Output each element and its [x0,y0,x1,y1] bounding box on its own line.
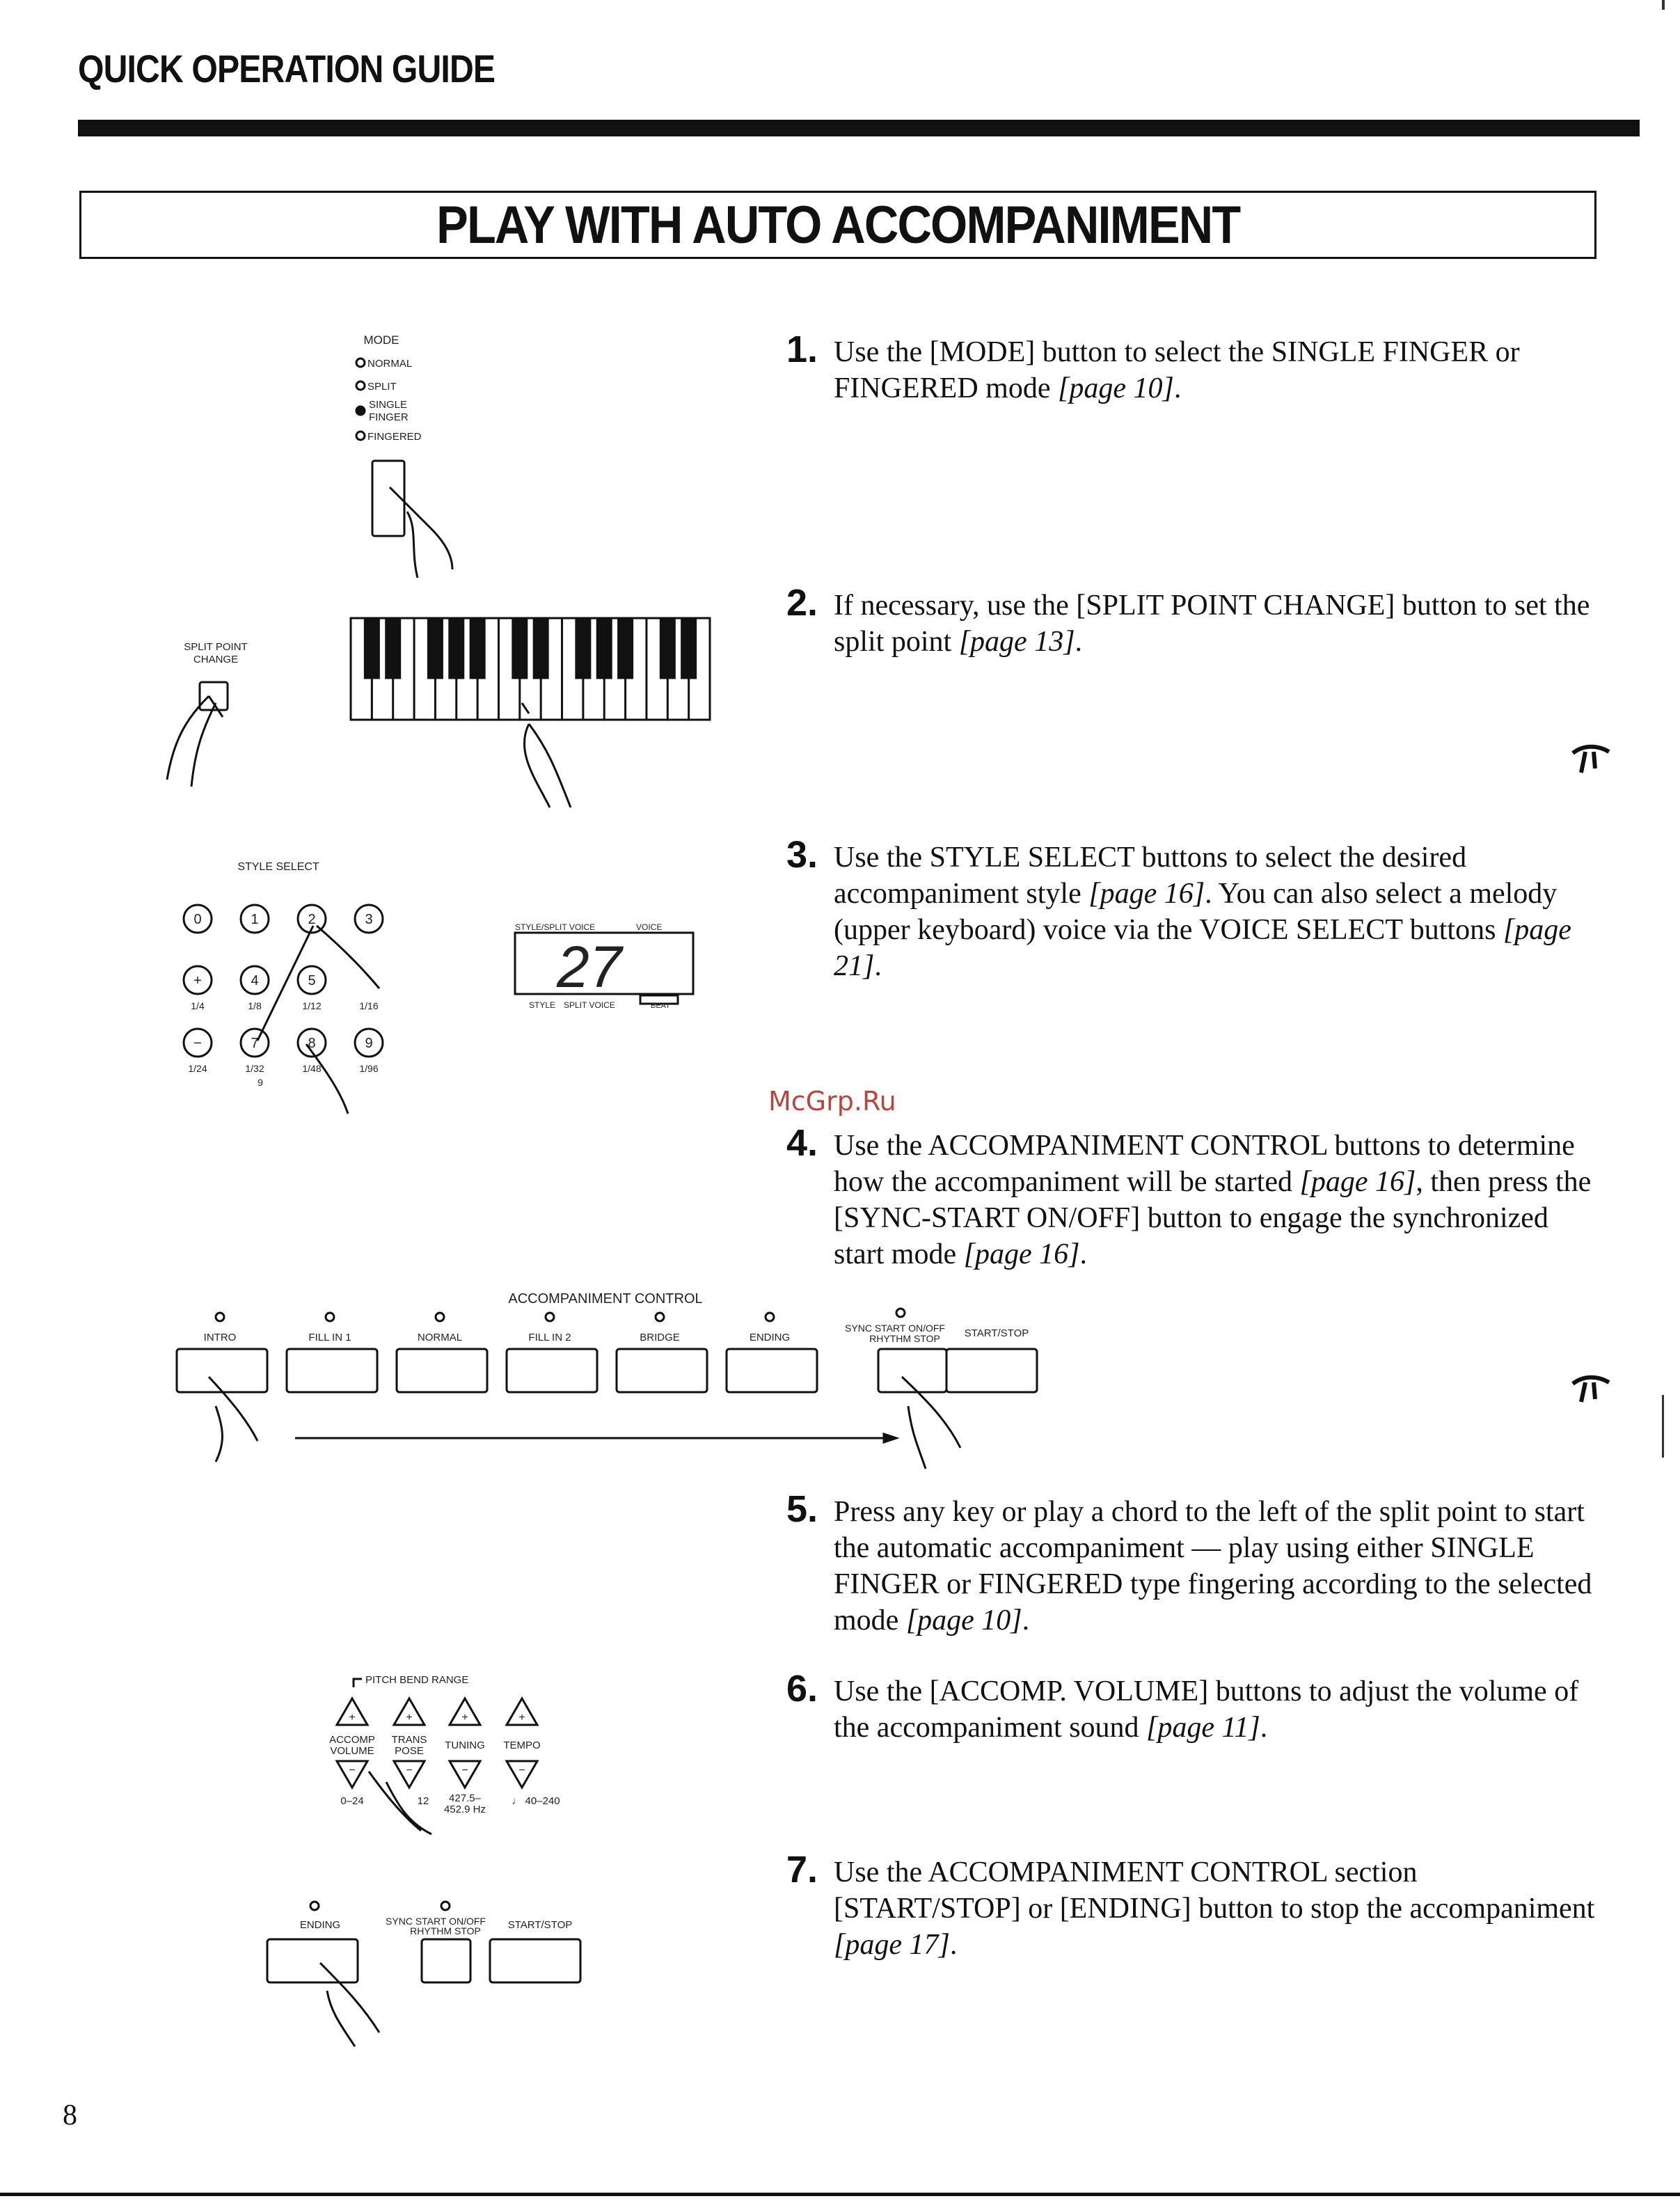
step-5: 5. Press any key or play a chord to the left of the split point to start the automatic accompaniment — play using either SINGLE FINGER or FINGERED type fingering according to the selected mode [page 10]. [786,1488,1592,1636]
black-key [386,618,400,678]
sync-start-button-2[interactable] [422,1939,470,1982]
minus-icon: − [349,1765,356,1776]
style-sub-label: 1/16 [359,1000,379,1011]
accomp-button-label: NORMAL [417,1332,463,1343]
style-sub-label: 1/8 [248,1000,262,1011]
guide-title: QUICK OPERATION GUIDE [78,47,496,90]
style-button-label: 2 [308,912,316,927]
accompaniment-control-panel [177,1291,1037,1469]
pointer-icon [1573,1378,1609,1402]
minus-icon: − [406,1765,413,1776]
hand-icon [902,1377,960,1469]
stop-panel [267,1902,580,2046]
style-sub-label: 1/96 [359,1063,379,1074]
led-indicator [326,1313,334,1321]
svg-text:RHYTHM STOP: RHYTHM STOP [869,1333,940,1344]
black-key [470,618,484,678]
style-button-label: 5 [308,973,316,988]
black-key [597,618,611,678]
style-button-label: 7 [251,1036,259,1051]
volume-panel [329,1674,560,1834]
svg-text:START/STOP: START/STOP [964,1327,1029,1339]
accomp-button-label: ENDING [749,1332,791,1343]
svg-text:0–24: 0–24 [340,1795,364,1807]
svg-text:ACCOMP: ACCOMP [329,1734,375,1746]
accomp-button-label: FILL IN 2 [528,1332,571,1343]
svg-text:TEMPO: TEMPO [503,1740,541,1751]
black-key [450,618,463,678]
svg-text:SPLIT POINT: SPLIT POINT [184,641,248,653]
edge-mark [1662,0,1665,10]
svg-text:MODE: MODE [363,333,399,347]
svg-text:CHANGE: CHANGE [193,654,239,665]
style-sub-label: 1/24 [188,1063,207,1074]
style-sub-label: 1/48 [302,1063,322,1074]
black-key [365,618,379,678]
plus-icon: + [349,1712,356,1723]
black-key [682,618,696,678]
led-indicator [436,1313,444,1321]
white-keys [372,618,688,720]
mode-panel [356,333,452,578]
svg-text:STYLE/SPLIT VOICE: STYLE/SPLIT VOICE [515,922,596,932]
section-title: PLAY WITH AUTO ACCOMPANIMENT [436,195,1240,255]
led-indicator [656,1313,664,1321]
style-button-label: 9 [365,1036,373,1051]
plus-icon: + [518,1712,525,1723]
plus-icon: + [406,1712,413,1723]
style-button-label: 4 [251,973,259,988]
hand-icon [209,1377,257,1462]
style-button-label: 8 [308,1036,316,1051]
led-indicator [216,1313,224,1321]
svg-text:STYLE: STYLE [529,1000,556,1010]
step-1: 1. Use the [MODE] button to select the SINGLE FINGER or FINGERED mode [page 10]. [786,329,1520,404]
accomp-button[interactable] [397,1349,487,1392]
style-button-label: + [193,973,202,988]
accomp-button-label: FILL IN 1 [308,1332,351,1343]
black-key [576,618,590,678]
hand-icon [320,1963,379,2046]
black-key [513,618,527,678]
svg-text:STYLE SELECT: STYLE SELECT [237,861,319,873]
accomp-button[interactable] [287,1349,377,1392]
svg-text:BEAT: BEAT [651,1002,670,1010]
svg-text:PITCH BEND RANGE: PITCH BEND RANGE [365,1674,469,1686]
style-sub-label: 9 [257,1077,263,1088]
black-key [534,618,548,678]
svg-text:ACCOMPANIMENT CONTROL: ACCOMPANIMENT CONTROL [508,1291,703,1307]
split-point-panel [167,641,248,787]
svg-text:SPLIT VOICE: SPLIT VOICE [564,1000,615,1010]
accomp-button[interactable] [727,1349,817,1392]
step-4: 4. Use the ACCOMPANIMENT CONTROL buttons to determine how the accompaniment will be started [page 16], then press the [SYNC-START ON/OFF] button to engage the synchronized start mode [page 16]. [786,1122,1592,1270]
edge-mark [1662,1395,1664,1458]
svg-text:FINGERED: FINGERED [367,431,422,443]
black-key [660,618,674,678]
hand-icon [306,926,379,1114]
minus-icon: − [461,1765,468,1776]
svg-text:TRANS: TRANS [391,1734,427,1746]
svg-text:452.9 Hz: 452.9 Hz [443,1804,486,1815]
style-sub-label: 1/32 [245,1063,264,1074]
arrow-line [257,926,316,1041]
svg-text:FINGER: FINGER [369,411,409,423]
svg-text:ENDING: ENDING [299,1919,341,1931]
svg-text:♩ 40–240: ♩ 40–240 [512,1795,560,1807]
footer-rule [0,2193,1680,2196]
accomp-button-label: BRIDGE [640,1332,680,1343]
start-stop-button-2[interactable] [490,1939,580,1982]
svg-text:427.5–: 427.5– [449,1792,481,1804]
svg-text:POSE: POSE [395,1745,424,1757]
pointer-icon [1573,747,1609,773]
style-select-panel [184,861,383,1114]
accomp-button[interactable] [177,1349,267,1392]
black-key [619,618,633,678]
style-sub-label: 1/12 [302,1000,322,1011]
led-indicator [546,1313,554,1321]
style-button-label: − [193,1036,202,1051]
lcd-display [515,922,693,1010]
svg-text:NORMAL: NORMAL [367,358,413,370]
hand-icon [390,487,452,578]
watermark: McGrp.Ru [768,1086,896,1117]
led-indicator [766,1313,774,1321]
style-button-label: 3 [365,912,373,927]
accomp-button-label: INTRO [203,1332,237,1343]
display-value: 27 [557,934,622,1000]
arrow-head [884,1434,896,1442]
svg-text:TUNING: TUNING [445,1740,485,1751]
svg-text:12: 12 [417,1795,429,1807]
style-button-label: 1 [251,912,259,927]
svg-text:RHYTHM STOP: RHYTHM STOP [410,1925,481,1936]
accomp-button[interactable] [617,1349,707,1392]
svg-text:VOICE: VOICE [636,922,663,932]
svg-text:SPLIT: SPLIT [367,381,397,393]
style-sub-label: 1/4 [191,1000,205,1011]
style-button-label: 0 [193,912,202,927]
start-stop-button[interactable] [946,1349,1037,1392]
keyboard-illustration [351,618,710,807]
step-6: 6. Use the [ACCOMP. VOLUME] buttons to adjust the volume of the accompaniment sound [page 11]. [786,1668,1579,1744]
accomp-button[interactable] [507,1349,597,1392]
svg-text:START/STOP: START/STOP [507,1919,573,1931]
step-2: 2. If necessary, use the [SPLIT POINT CHANGE] button to set the split point [page 13]. [786,582,1590,658]
svg-text:SYNC START ON/OFF: SYNC START ON/OFF [386,1916,486,1927]
ending-button[interactable] [267,1939,358,1982]
step-7: 7. Use the ACCOMPANIMENT CONTROL section [START/STOP] or [ENDING] button to stop the accompaniment [page 17]. [786,1849,1595,1961]
black-key [428,618,442,678]
plus-icon: + [461,1712,468,1723]
minus-icon: − [518,1765,525,1776]
svg-text:VOLUME: VOLUME [330,1745,374,1757]
page-number: 8 [63,2099,77,2131]
step-3: 3. Use the STYLE SELECT buttons to select the desired accompaniment style [page 16]. You can also select a melody (upper keyboard) voice via the VOICE SELECT buttons [page 21]. [786,834,1571,982]
svg-text:SYNC START ON/OFF: SYNC START ON/OFF [845,1323,945,1334]
svg-text:SINGLE: SINGLE [369,399,408,411]
